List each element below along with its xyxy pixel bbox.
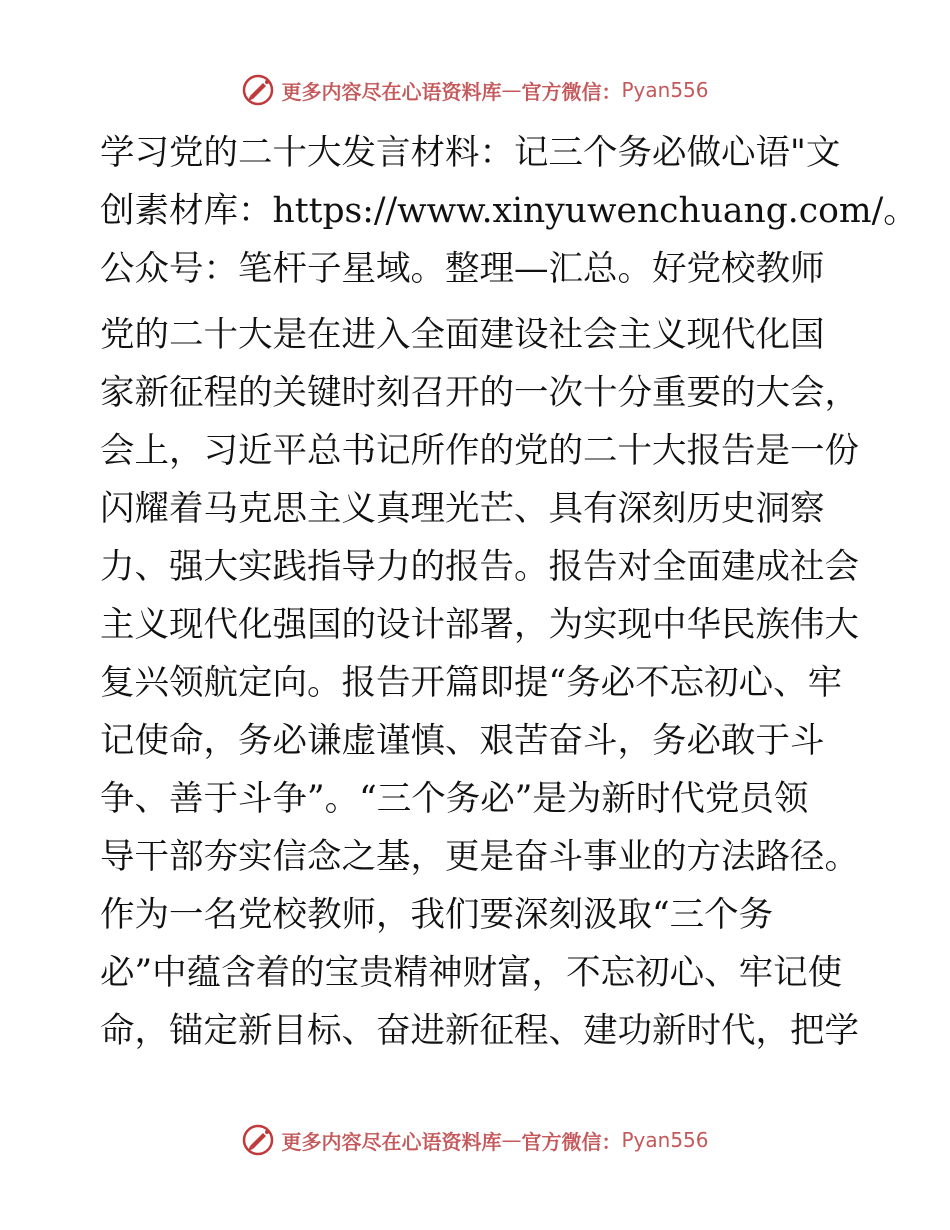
footer-banner [0,1120,950,1160]
brand-logo-icon [241,1123,275,1157]
title-line: 学习党的二十大发言材料：记三个务必做心语"文 [100,133,841,173]
banner-wechat-id: Pyan556 [621,78,709,102]
body-paragraph [100,306,860,1060]
paragraph-line: 争、善于斗争”。“三个务必”是为新时代党员领 [100,779,809,819]
paragraph-line: 记使命，务必谦虚谨慎、艰苦奋斗，务必敢于斗 [100,721,825,761]
banner-wechat-id: Pyan556 [621,1128,709,1152]
banner-separator: — [501,1128,522,1152]
paragraph-line: 作为一名党校教师，我们要深刻汲取“三个务 [100,895,774,935]
paragraph-line: 闪耀着马克思主义真理光芒、具有深刻历史洞察 [100,489,825,529]
banner-wechat-label: 官方微信： [521,1129,622,1154]
paragraph-line: 党的二十大是在进入全面建设社会主义现代化国 [100,315,825,355]
banner-site-text: 更多内容尽在心语资料库 [281,1129,502,1154]
paragraph-line: 会上，习近平总书记所作的党的二十大报告是一份 [100,431,859,471]
title-line: 公众号：笔杆子星域。整理—汇总。好党校教师 [100,249,825,289]
paragraph-line: 复兴领航定向。报告开篇即提“务必不忘初心、牢 [100,663,843,703]
paragraph-line: 导干部夯实信念之基，更是奋斗事业的方法路径。 [100,837,859,877]
paragraph-line: 主义现代化强国的设计部署，为实现中华民族伟大 [100,605,859,645]
banner-wechat-label: 官方微信： [521,79,622,104]
header-banner [0,70,950,110]
title-line: 创素材库：https://www.xinyuwenchuang.com/。 [100,191,918,231]
paragraph-line: 力、强大实践指导力的报告。报告对全面建成社会 [100,547,859,587]
brand-logo-icon [241,73,275,107]
paragraph-line: 命，锚定新目标、奋进新征程、建功新时代，把学 [100,1011,859,1051]
banner-separator: — [501,78,522,102]
banner-site-text: 更多内容尽在心语资料库 [281,79,502,104]
paragraph-line: 必”中蕴含着的宝贵精神财富，不忘初心、牢记使 [100,953,843,993]
document-title [100,124,918,298]
paragraph-line: 家新征程的关键时刻召开的一次十分重要的大会， [100,373,859,413]
